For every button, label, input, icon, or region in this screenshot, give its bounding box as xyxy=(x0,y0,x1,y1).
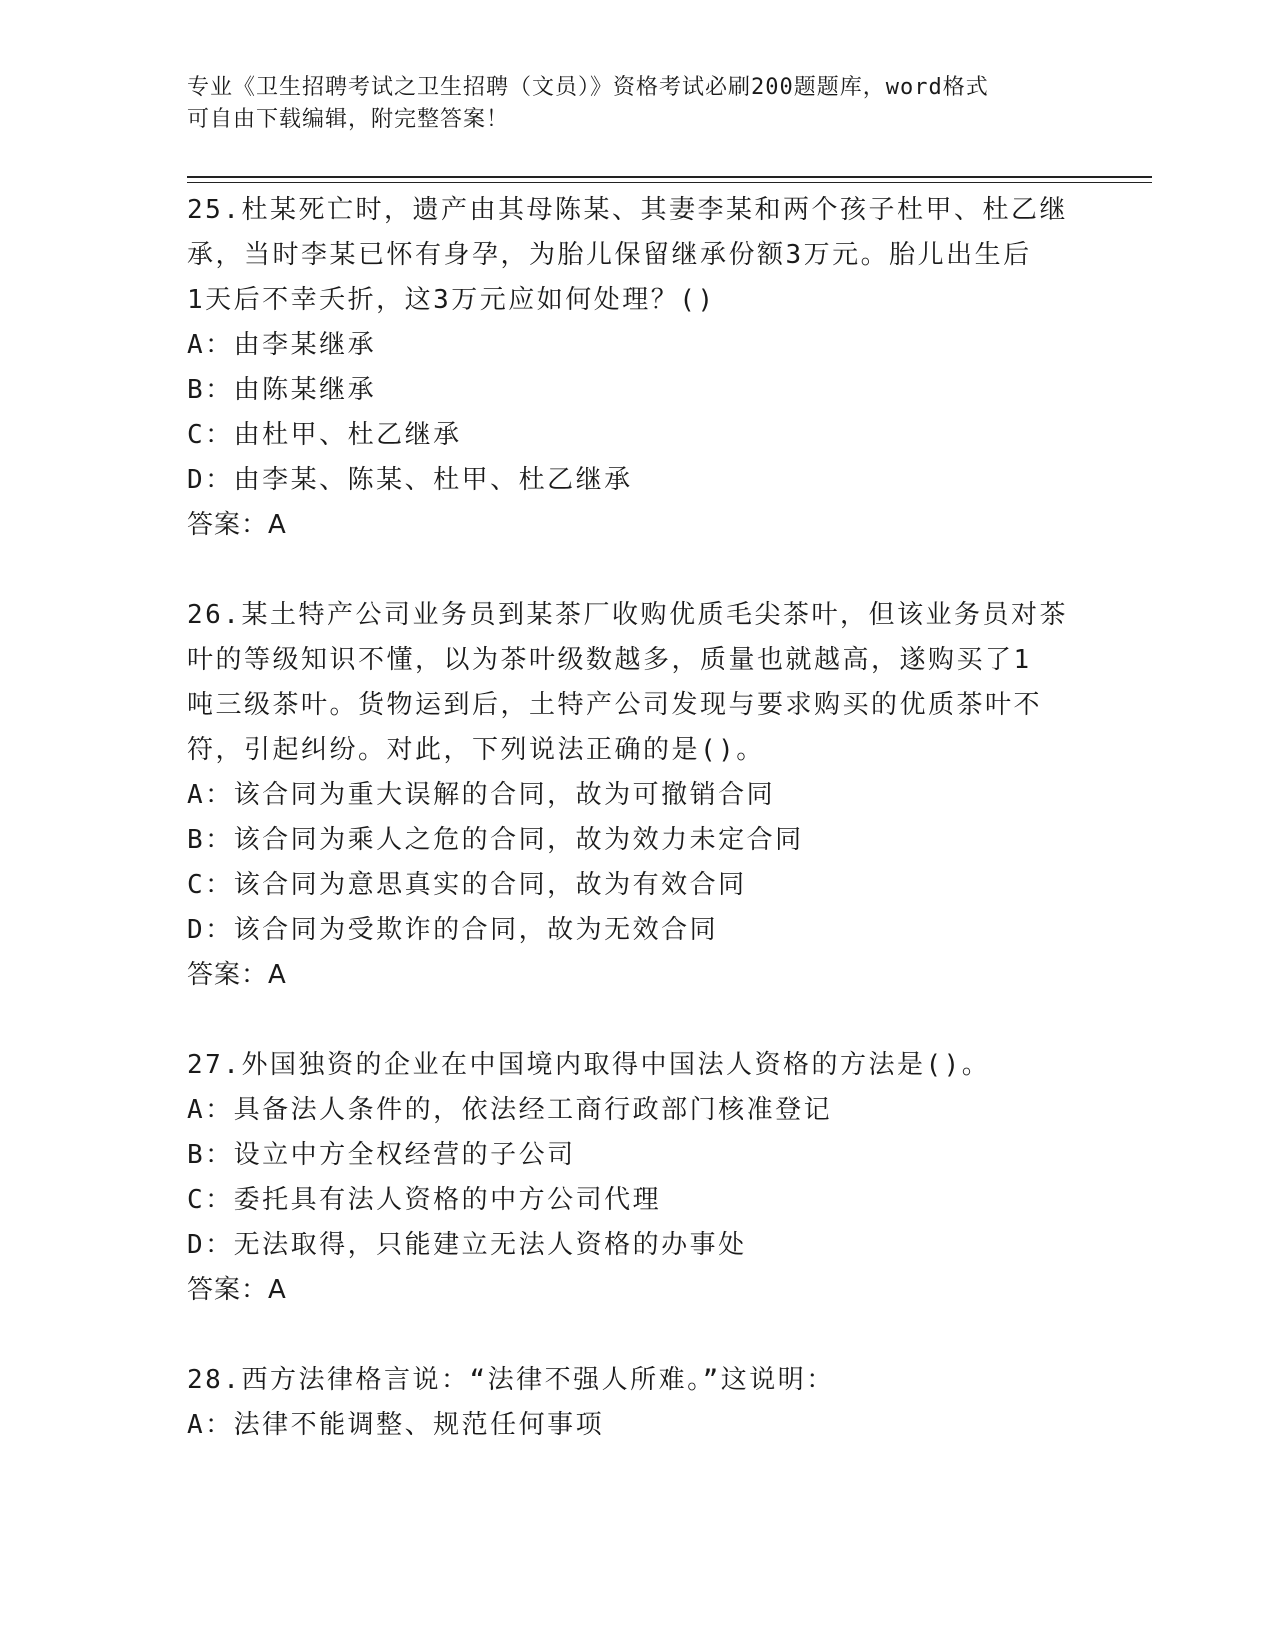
question-stem-line: 叶的等级知识不懂，以为茶叶级数越多，质量也就越高，遂购买了1 xyxy=(187,645,1032,675)
question-stem-line: 1天后不幸夭折，这3万元应如何处理？() xyxy=(187,285,716,315)
question-stem-line: 27.外国独资的企业在中国境内取得中国法人资格的方法是()。 xyxy=(187,1050,991,1080)
question-stem-line: 28.西方法律格言说：“法律不强人所难。”这说明： xyxy=(187,1365,835,1395)
option-a: A：该合同为重大误解的合同，故为可撤销合同 xyxy=(187,780,776,810)
question-27 xyxy=(187,1043,1087,1313)
option-c: C：该合同为意思真实的合同，故为有效合同 xyxy=(187,870,747,900)
question-25 xyxy=(187,188,1087,548)
question-spacer xyxy=(187,1313,1087,1358)
option-b: B：由陈某继承 xyxy=(187,375,377,405)
header-line-2: 可自由下载编辑，附完整答案！ xyxy=(187,107,510,132)
option-d: D：无法取得，只能建立无法人资格的办事处 xyxy=(187,1230,747,1260)
option-c: C：委托具有法人资格的中方公司代理 xyxy=(187,1185,662,1215)
answer-line: 答案：A xyxy=(187,960,287,990)
question-list xyxy=(187,188,1087,1448)
option-a: A：具备法人条件的，依法经工商行政部门核准登记 xyxy=(187,1095,833,1125)
question-stem-line: 26.某土特产公司业务员到某茶厂收购优质毛尖茶叶，但该业务员对茶 xyxy=(187,600,1068,630)
option-a: A：由李某继承 xyxy=(187,330,377,360)
option-c: C：由杜甲、杜乙继承 xyxy=(187,420,462,450)
question-stem-line: 承，当时李某已怀有身孕，为胎儿保留继承份额3万元。胎儿出生后 xyxy=(187,240,1032,270)
header-divider-thick xyxy=(187,176,1152,178)
question-stem-line: 符，引起纠纷。对此，下列说法正确的是()。 xyxy=(187,735,765,765)
question-28 xyxy=(187,1358,1087,1448)
option-d: D：该合同为受欺诈的合同，故为无效合同 xyxy=(187,915,719,945)
answer-line: 答案：A xyxy=(187,1275,287,1305)
option-b: B：该合同为乘人之危的合同，故为效力未定合同 xyxy=(187,825,804,855)
header-line-1: 专业《卫生招聘考试之卫生招聘（文员）》资格考试必刷200题题库，word格式 xyxy=(187,75,989,100)
question-26 xyxy=(187,593,1087,998)
answer-line: 答案：A xyxy=(187,510,287,540)
question-spacer xyxy=(187,548,1087,593)
question-spacer xyxy=(187,998,1087,1043)
option-b: B：设立中方全权经营的子公司 xyxy=(187,1140,576,1170)
option-a: A：法律不能调整、规范任何事项 xyxy=(187,1410,605,1440)
option-d: D：由李某、陈某、杜甲、杜乙继承 xyxy=(187,465,633,495)
document-header xyxy=(187,72,1087,136)
question-stem-line: 吨三级茶叶。货物运到后，土特产公司发现与要求购买的优质茶叶不 xyxy=(187,690,1043,720)
question-stem-line: 25.杜某死亡时，遗产由其母陈某、其妻李某和两个孩子杜甲、杜乙继 xyxy=(187,195,1068,225)
header-divider-thin xyxy=(187,182,1152,183)
